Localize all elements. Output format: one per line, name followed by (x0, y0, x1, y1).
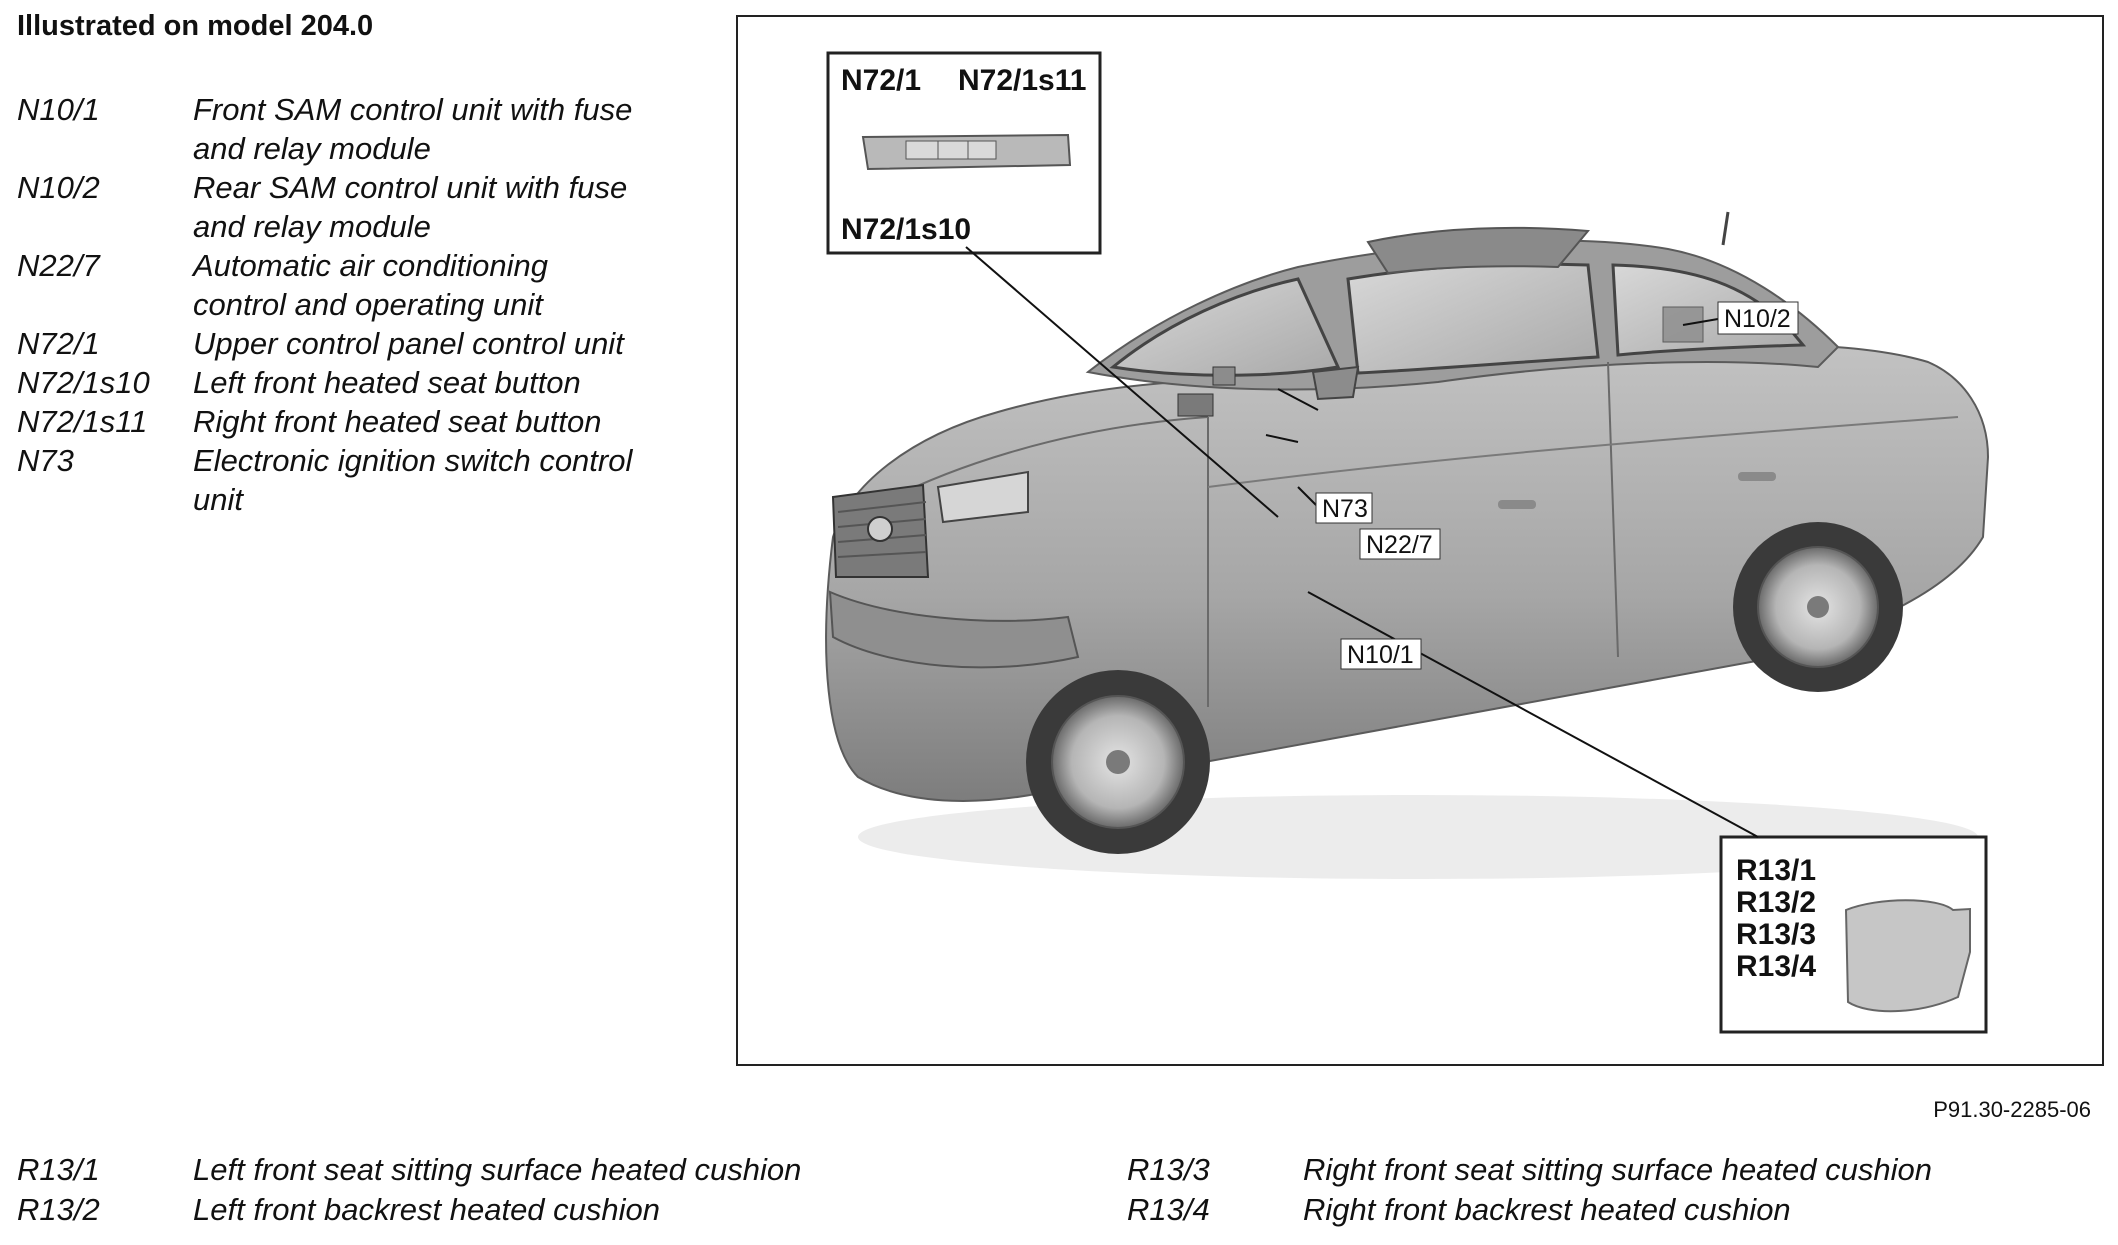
front-wheel (1026, 670, 1210, 854)
figure-reference: P91.30-2285-06 (1933, 1097, 2091, 1122)
bottom-legend-left (17, 1150, 1077, 1230)
front-door-handle (1498, 500, 1536, 509)
seat-label-r13-2: R13/2 (1736, 886, 1817, 919)
legend-code: N72/1 (17, 326, 100, 361)
legend-code: N73 (17, 443, 74, 478)
component-legend (17, 90, 697, 519)
control-panel-inset (828, 53, 1100, 253)
callout-n10-1 (1341, 639, 1421, 669)
legend-code: R13/1 (17, 1152, 100, 1187)
legend-description: Front SAM control unit with fuse and relay module (193, 92, 633, 166)
legend-description: Left front seat sitting surface heated cushion (193, 1152, 802, 1187)
callout-n10-2 (1718, 302, 1798, 334)
control-panel-buttons (906, 141, 996, 159)
n73-component (1213, 367, 1235, 385)
vehicle-diagram (736, 15, 2104, 1066)
page-heading: Illustrated on model 204.0 (17, 10, 374, 42)
seat-label-r13-3: R13/3 (1736, 918, 1817, 951)
legend-code: N10/1 (17, 92, 100, 127)
inset-label-n72-1: N72/1 (841, 64, 922, 97)
legend-code: N72/1s10 (17, 365, 150, 400)
legend-item (1127, 1190, 2107, 1230)
side-mirror (1313, 367, 1358, 399)
svg-text:N10/1: N10/1 (1347, 641, 1414, 669)
inset-label-n72-1s10: N72/1s10 (841, 213, 972, 246)
front-side-window (1348, 264, 1598, 373)
legend-description: Left front heated seat button (193, 365, 581, 400)
heated-cushion-part (1846, 900, 1970, 1011)
legend-item (17, 168, 697, 246)
rear-wheel (1733, 522, 1903, 692)
inset-label-n72-1s11: N72/1s11 (958, 64, 1087, 97)
roof-antenna (1723, 212, 1728, 245)
legend-item (17, 1190, 1077, 1230)
seat-heater-inset (1721, 837, 1986, 1032)
svg-text:N73: N73 (1322, 495, 1368, 523)
legend-item (17, 1150, 1077, 1190)
sunroof (1368, 228, 1588, 273)
svg-text:N10/2: N10/2 (1724, 305, 1791, 333)
legend-code: R13/3 (1127, 1152, 1210, 1187)
legend-item (17, 246, 697, 324)
legend-item (17, 402, 697, 441)
legend-code: R13/2 (17, 1192, 100, 1227)
legend-item (17, 90, 697, 168)
brand-emblem (868, 517, 892, 541)
legend-code: N10/2 (17, 170, 100, 205)
bottom-legend-right (1127, 1150, 2107, 1230)
legend-description: Electronic ignition switch control unit (193, 443, 633, 517)
svg-text:N22/7: N22/7 (1366, 531, 1433, 559)
legend-item (17, 441, 697, 519)
legend-description: Right front backrest heated cushion (1303, 1192, 1791, 1227)
seat-label-r13-4: R13/4 (1736, 950, 1817, 983)
n22-7-component (1178, 394, 1213, 416)
callout-n22-7 (1360, 529, 1440, 559)
legend-description: Right front seat sitting surface heated cushion (1303, 1152, 1932, 1187)
seat-label-r13-1: R13/1 (1736, 854, 1817, 887)
legend-item (1127, 1150, 2107, 1190)
legend-item (17, 324, 697, 363)
legend-description: Right front heated seat button (193, 404, 602, 439)
legend-description: Upper control panel control unit (193, 326, 624, 361)
callout-n73 (1316, 493, 1372, 523)
legend-item (17, 363, 697, 402)
diagram-canvas (738, 17, 2104, 1066)
legend-code: N72/1s11 (17, 404, 148, 439)
legend-code: N22/7 (17, 248, 100, 283)
legend-description: Automatic air conditioning control and operating unit (193, 248, 548, 322)
legend-code: R13/4 (1127, 1192, 1210, 1227)
legend-description: Left front backrest heated cushion (193, 1192, 661, 1227)
legend-description: Rear SAM control unit with fuse and relay module (193, 170, 628, 244)
rear-door-handle (1738, 472, 1776, 481)
